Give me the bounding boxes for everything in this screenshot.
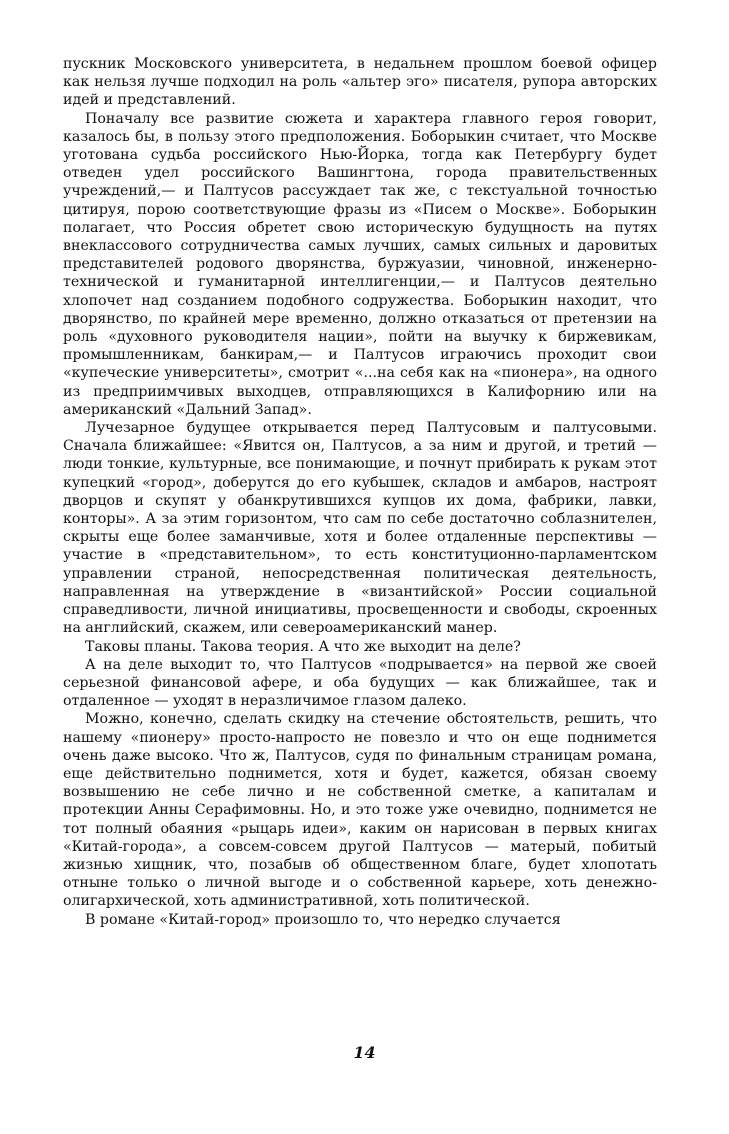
paragraph-7: В романе «Китай-город» произошло то, что нередко случается (85, 911, 561, 928)
page-number: 14 (353, 1043, 376, 1062)
paragraph-3: Лучезарное будущее открывается перед Палтусовым и палтусовыми. Сначала ближайшее: «Явится он, Палтусов, а за ним и другой, и третий — люди тонкие, культурные, все понимающие, и почнут прибирать к рукам этот купецкий «город», доберутся до его кубышек, складов и амбаров, настроят дворцов и скупят у обанкрутившихся купцов их дома, фабрики, лавки, конторы». А за этим горизонтом, что сам по себе достаточно соблазнителен, скрыты еще более заманчивые, хотя и более отдаленные перспективы — участие в «представительном», то есть конституционно-парламентском управлении страной, непосредственная политическая деятельность, направленная на утверждение в «византийской» России социальной справедливости, личной инициативы, просвещенности и свободы, скроенных на английский, скажем, или североамериканский манер. (63, 420, 657, 637)
paragraph-4: Таковы планы. Такова теория. А что же выходит на деле? (85, 638, 521, 655)
paragraph-1: пускник Московского университета, в недальнем прошлом боевой офицер как нельзя лучше подходил на роль «альтер эго» писателя, рупора авторских идей и представлений. (63, 56, 657, 109)
paragraph-5: А на деле выходит то, что Палтусов «подрывается» на первой же своей серьезной финансовой афере, и оба будущих — как ближайшее, так и отдаленное — уходят в неразличимое глазом далеко. (63, 656, 657, 710)
paragraph-6: Можно, конечно, сделать скидку на стечение обстоятельств, решить, что нашему «пионеру» просто-напросто не повезло и что он еще поднимется очень даже высоко. Что ж, Палтусов, судя по финальным страницам романа, еще действительно поднимется, хотя и будет, кажется, обязан своему возвышению не себе лично и не собственной сметке, а капиталам и протекции Анны Серафимовны. Но, и это тоже уже очевидно, поднимется не тот полный обаяния «рыцарь идеи», каким он нарисован в первых книгах «Китай-города», а совсем-совсем другой Палтусов — матерый, побитый жизнью хищник, что, позабыв об общественном благе, будет хлопотать отныне только о личной выгоде и о собственной карьере, хоть денежно-олигархической, хоть административной, хоть политической. (63, 711, 657, 910)
paragraph-2: Поначалу все развитие сюжета и характера главного героя говорит, казалось бы, в пользу этого предположения. Боборыкин считает, что Москве уготована судьба российского Нью-Йорка, тогда как Петербургу будет отведен удел российского Вашингтона, города правительственных учреждений,— и Палтусов рассуждает так же, с текстуальной точностью цитируя, порою соответствующие фразы из «Писем о Москве». Боборыкин полагает, что Россия обретет свою историческую будущность на путях внеклассового сотрудничества самых лучших, самых сильных и даровитых представителей родового дворянства, буржуазии, чиновной, инженерно-технической и гуманитарной интеллигенции,— и Палтусов деятельно хлопочет над созданием подобного содружества. Боборыкин находит, что дворянство, по крайней мере временно, должно отказаться от претензии на роль «духовного руководителя нации», пойти на выучку к биржевикам, промышленникам, банкирам,— и Палтусов играючись проходит свои «купеческие университеты», смотрит «...на себя как на «пионера», на одного из предприимчивых выходцев, отправляющихся в Калифорнию или на американский «Дальний Запад». (63, 110, 657, 418)
page-text (63, 55, 657, 929)
